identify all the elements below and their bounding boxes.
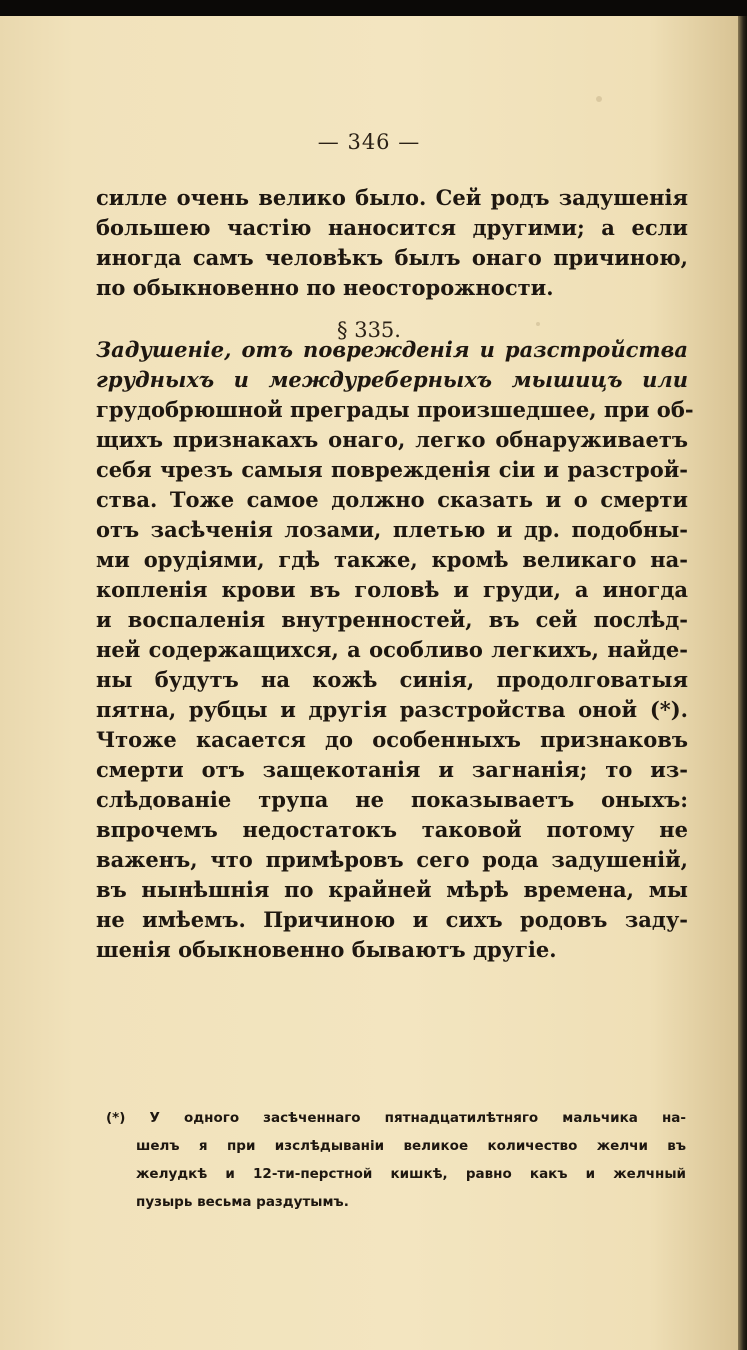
- text-line: ства. Тоже самое должно сказать и о смерти: [96, 487, 688, 512]
- text-line: и воспаленія внутренностей, въ сей послѣд-: [96, 607, 688, 632]
- footnote-line: (*) У одного засѣченнаго пятнадцатилѣтняго мальчика на-: [106, 1110, 686, 1126]
- text-line: большею частію наносится другими; а если: [96, 215, 688, 240]
- text-line: отъ засѣченія лозами, плетью и др. подобны-: [96, 517, 688, 542]
- text-line: слѣдованіе трупа не показываетъ оныхъ:: [96, 787, 688, 812]
- text-line: ны будутъ на кожѣ синія, продолговатыя: [96, 667, 688, 692]
- page-right-edge: [738, 16, 747, 1350]
- text-line: Задушеніе, отъ поврежденія и разстройства: [96, 337, 688, 362]
- text-line: Чтоже касается до особенныхъ признаковъ: [96, 727, 688, 752]
- text-line: пятна, рубцы и другія разстройства оной (*).: [96, 697, 688, 722]
- text-line: себя чрезъ самыя поврежденія сіи и разстрой-: [96, 457, 688, 482]
- text-line: грудобрюшной преграды произшедшее, при об-: [96, 397, 694, 422]
- page-number: — 346 —: [317, 130, 421, 154]
- text-line: по обыкновенно по неосторожности.: [96, 275, 554, 300]
- text-line: ней содержащихся, а особливо легкихъ, найде-: [96, 637, 688, 662]
- paper-stain: [596, 96, 602, 102]
- text-line: щихъ признакахъ онаго, легко обнаруживаетъ: [96, 427, 688, 452]
- footnote-line: желудкѣ и 12-ти-перстной кишкѣ, равно какъ и желчный: [136, 1166, 686, 1182]
- text-line: силле очень велико было. Сей родъ задушенія: [96, 185, 688, 210]
- text-line: важенъ, что примѣровъ сего рода задушеній,: [96, 847, 688, 872]
- text-line: въ нынѣшнія по крайней мѣрѣ времена, мы: [96, 877, 688, 902]
- footnote-line: пузырь весьма раздутымъ.: [136, 1194, 349, 1210]
- text-line: смерти отъ защекотанія и загнанія; то из-: [96, 757, 688, 782]
- section-heading: § 335.: [337, 318, 401, 342]
- text-line: иногда самъ человѣкъ былъ онаго причиною,: [96, 245, 688, 270]
- text-line: копленія крови въ головѣ и груди, а иногда: [96, 577, 688, 602]
- text-line: грудныхъ и междуреберныхъ мышицъ или: [96, 367, 688, 392]
- text-line: шенія обыкновенно бываютъ другіе.: [96, 937, 557, 962]
- text-line: впрочемъ недостатокъ таковой потому не: [96, 817, 688, 842]
- text-line: ми орудіями, гдѣ также, кромѣ великаго на-: [96, 547, 688, 572]
- footnote-line: шелъ я при изслѣдываніи великое количество желчи въ: [136, 1138, 686, 1154]
- text-line: не имѣемъ. Причиною и сихъ родовъ заду-: [96, 907, 688, 932]
